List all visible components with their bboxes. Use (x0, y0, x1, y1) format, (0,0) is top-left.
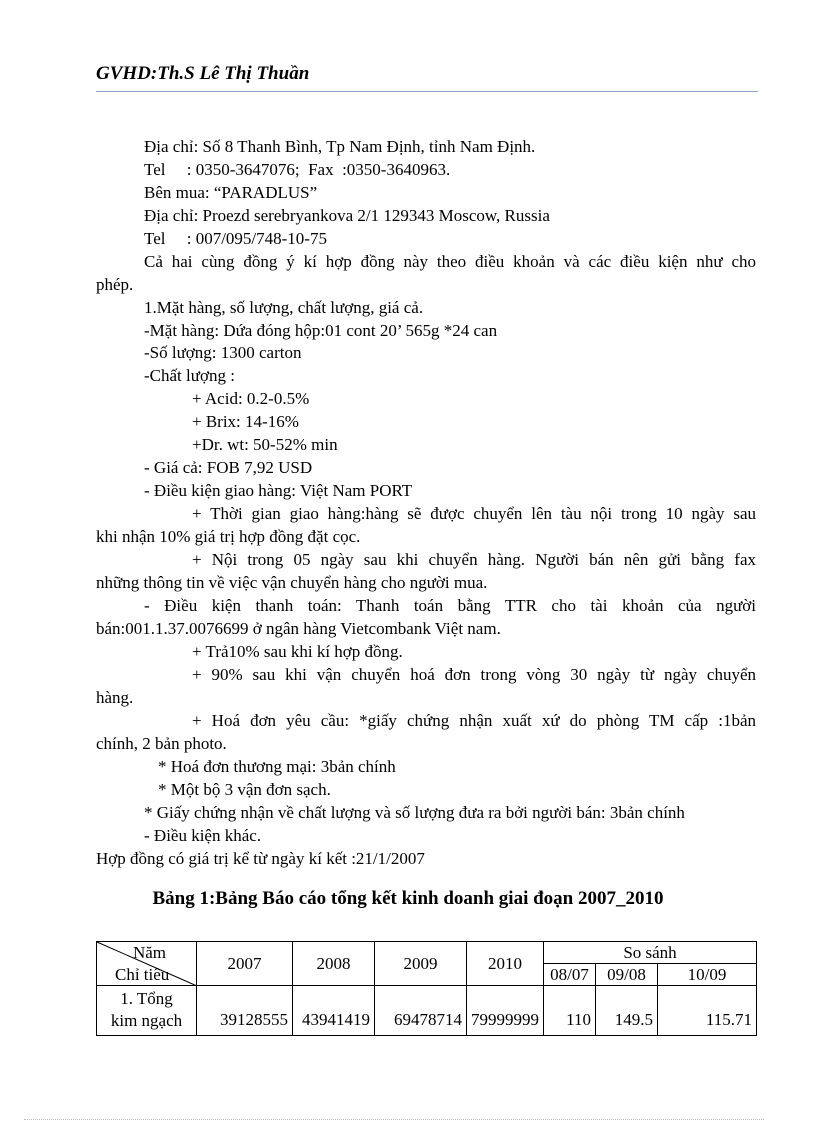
table-title: Bảng 1:Bảng Báo cáo tổng kết kinh doanh giai đoạn 2007_2010 (152, 888, 664, 909)
compare-col-header: 10/09 (658, 964, 757, 986)
seller-tel: Tel : 0350-3647076; Fax :0350-3640963. (144, 160, 451, 179)
compare-header: So sánh (544, 942, 757, 964)
price-line: - Giá cả: FOB 7,92 USD (144, 458, 313, 477)
year-header: 2008 (293, 942, 375, 986)
quality-certificate: * Giấy chứng nhận về chất lượng và số lượng đưa ra bởi người bán: 3bản chính (144, 803, 685, 822)
row-label-line2: kim ngạch (110, 1011, 183, 1030)
payment-terms: - Điều kiện thanh toán: Thanh toán bằng TTR cho tài khoản của người (144, 596, 756, 615)
required-invoice-end: chính, 2 bản photo. (96, 734, 227, 753)
buyer-name: Bên mua: “PARADLUS” (144, 183, 318, 202)
delivery-terms: - Điều kiện giao hàng: Việt Nam PORT (144, 481, 413, 500)
row-label-cell (97, 986, 197, 1036)
payment-deposit: + Trả10% sau khi kí hợp đồng. (192, 642, 403, 661)
corner-year-label: Năm (132, 943, 166, 962)
quantity-line: -Số lượng: 1300 carton (144, 343, 302, 362)
year-header: 2009 (375, 942, 467, 986)
buyer-address: Địa chỉ: Proezd serebryankova 2/1 129343 Moscow, Russia (144, 206, 550, 225)
value-cell: 39128555 (197, 986, 293, 1036)
row-label-line1: 1. Tổng (120, 989, 173, 1008)
compare-cell: 115.71 (658, 986, 757, 1036)
buyer-tel: Tel : 007/095/748-10-75 (144, 229, 327, 248)
value-cell: 79999999 (467, 986, 544, 1036)
agreement-line: Cả hai cùng đồng ý kí hợp đồng này theo điều khoản và các điều kiện như cho (144, 252, 756, 271)
payment-balance: + 90% sau khi vận chuyển hoá đơn trong vòng 30 ngày từ ngày chuyển (192, 665, 756, 684)
year-header: 2007 (197, 942, 293, 986)
value-cell: 43941419 (293, 986, 375, 1036)
seller-address: Địa chỉ: Số 8 Thanh Bình, Tp Nam Định, tỉnh Nam Định. (144, 137, 536, 156)
delivery-time-end: khi nhận 10% giá trị hợp đồng đặt cọc. (96, 527, 361, 546)
compare-cell: 149.5 (596, 986, 658, 1036)
report-table (96, 941, 757, 1036)
item-line: -Mặt hàng: Dứa đóng hộp:01 cont 20’ 565g *24 can (144, 321, 498, 340)
compare-cell: 110 (544, 986, 596, 1036)
delivery-time: + Thời gian giao hàng:hàng sẽ được chuyển lên tàu nội trong 10 ngày sau (192, 504, 756, 523)
year-header: 2010 (467, 942, 544, 986)
drwt-line: +Dr. wt: 50-52% min (192, 435, 338, 454)
commercial-invoice: * Hoá đơn thương mại: 3bản chính (158, 757, 396, 776)
value-cell: 69478714 (375, 986, 467, 1036)
page-bottom-divider (24, 1119, 764, 1120)
other-terms: - Điều kiện khác. (144, 826, 262, 845)
payment-balance-end: hàng. (96, 688, 134, 707)
advisor-header: GVHD:Th.S Lê Thị Thuần (96, 63, 310, 84)
table-corner-cell (97, 942, 197, 986)
compare-col-header: 08/07 (544, 964, 596, 986)
compare-col-header: 09/08 (596, 964, 658, 986)
table-row (97, 986, 757, 1036)
payment-account: bán:001.1.37.0076699 ở ngân hàng Vietcombank Việt nam. (96, 619, 501, 638)
effective-date: Hợp đồng có giá trị kể từ ngày kí kết :21/1/2007 (96, 849, 425, 868)
quality-line: -Chất lượng : (144, 366, 235, 385)
required-invoice: + Hoá đơn yêu cầu: *giấy chứng nhận xuất xứ do phòng TM cấp :1bản (192, 711, 756, 730)
shipping-notice: + Nội trong 05 ngày sau khi chuyển hàng. Người bán nên gửi bằng fax (192, 550, 756, 569)
bill-of-lading: * Một bộ 3 vận đơn sạch. (158, 780, 331, 799)
corner-indicator-label: Chỉ tiêu (115, 965, 170, 984)
header-rule (96, 91, 758, 92)
report-table-container (96, 941, 758, 1030)
agreement-line-end: phép. (96, 275, 134, 294)
shipping-notice-end: những thông tin về việc vận chuyển hàng cho người mua. (96, 573, 488, 592)
section-heading: 1.Mặt hàng, số lượng, chất lượng, giá cả. (144, 298, 424, 317)
brix-line: + Brix: 14-16% (192, 412, 299, 431)
acid-line: + Acid: 0.2-0.5% (192, 389, 310, 408)
